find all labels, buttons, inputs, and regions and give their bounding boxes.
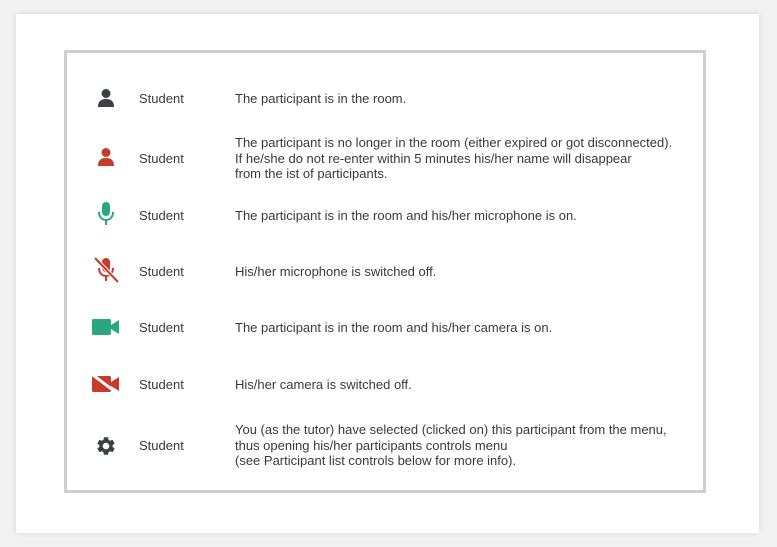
person-disconnected-icon xyxy=(91,145,121,169)
legend-description: The participant is in the room. xyxy=(235,91,407,106)
camera-off-icon xyxy=(91,372,121,396)
legend-description: The participant is no longer in the room (either expired or got disconnected). If he/she do not re-enter within 5 minutes his/her name will disappear from the ist of participants. xyxy=(235,135,673,181)
icon-legend-table xyxy=(64,50,706,493)
camera-on-icon xyxy=(91,315,121,339)
participant-name: Student xyxy=(139,91,184,106)
legend-description: The participant is in the room and his/her microphone is on. xyxy=(235,208,577,223)
person-icon xyxy=(91,86,121,110)
participant-name: Student xyxy=(139,208,184,223)
legend-description: You (as the tutor) have selected (clicked on) this participant from the menu, thus opening his/her participants controls menu (see Participant list controls below for more info). xyxy=(235,422,667,468)
participant-name: Student xyxy=(139,377,184,392)
microphone-on-icon xyxy=(91,202,121,226)
legend-description: The participant is in the room and his/her camera is on. xyxy=(235,320,553,335)
legend-description: His/her camera is switched off. xyxy=(235,377,412,392)
participant-name: Student xyxy=(139,151,184,166)
participant-name: Student xyxy=(139,320,184,335)
legend-description: His/her microphone is switched off. xyxy=(235,264,437,279)
microphone-off-icon xyxy=(91,258,121,282)
gear-icon xyxy=(91,434,121,458)
participant-name: Student xyxy=(139,438,184,453)
participant-name: Student xyxy=(139,264,184,279)
